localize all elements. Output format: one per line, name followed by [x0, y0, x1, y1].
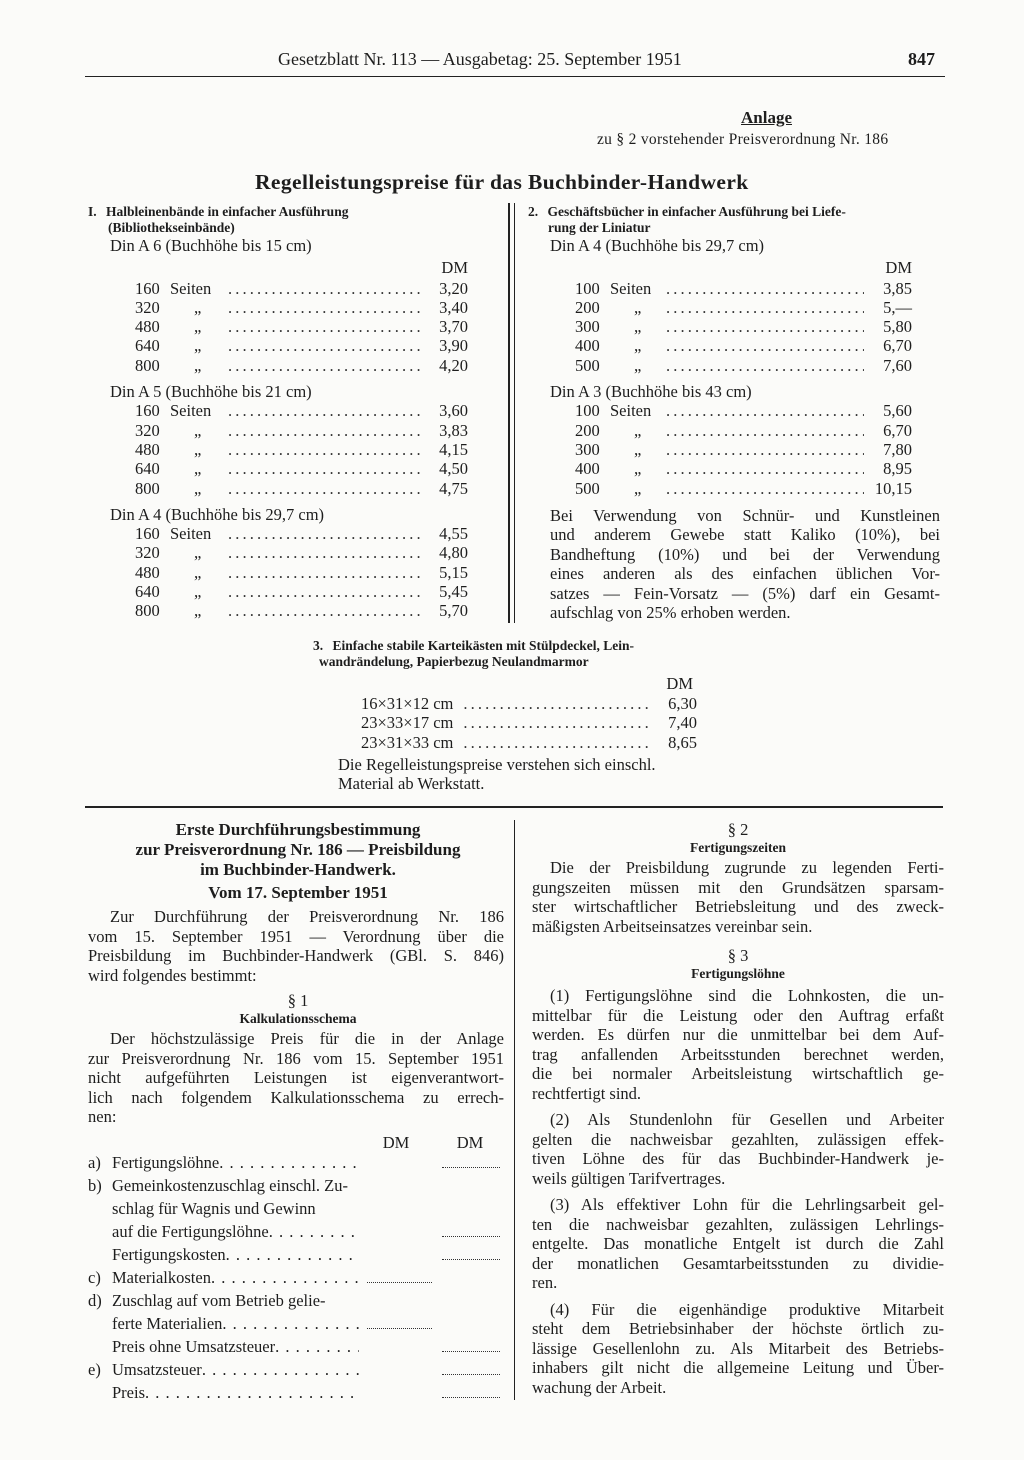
calc-cell-dm1	[367, 1328, 432, 1329]
calc-row	[88, 1268, 500, 1291]
calc-leader	[219, 1153, 359, 1173]
row-price: 3,60	[439, 401, 468, 421]
row-size: 23×31×33 cm	[361, 732, 454, 752]
ordinance-intro-line: wird folgendes bestimmt:	[88, 965, 257, 985]
calc-row	[88, 1176, 500, 1199]
row-leader	[228, 356, 420, 375]
section-1-groups	[110, 236, 472, 621]
calc-leader	[211, 1268, 359, 1288]
section-1-price-row	[135, 440, 468, 459]
row-price: 3,83	[439, 420, 468, 440]
calc-cell-dm2	[442, 1236, 500, 1237]
row-unit: „	[194, 478, 202, 498]
row-price: 7,40	[668, 713, 697, 733]
row-leader	[228, 401, 420, 420]
row-quantity: 800	[135, 478, 160, 498]
row-price: 5,70	[439, 601, 468, 621]
section-2-price-row	[575, 336, 912, 355]
header-rule	[85, 76, 945, 77]
row-unit: „	[634, 297, 642, 317]
row-price: 7,80	[883, 439, 912, 459]
calc-cell-dm2	[442, 1259, 500, 1260]
row-leader	[228, 543, 420, 562]
row-quantity: 500	[575, 355, 600, 375]
row-quantity: 640	[135, 459, 160, 479]
section-2-price-row	[575, 279, 912, 298]
calc-leader	[145, 1383, 359, 1403]
section-2-price-row	[575, 356, 912, 375]
row-price: 4,55	[439, 524, 468, 544]
calc-cell-dm1	[367, 1282, 432, 1283]
ordinance-intro-line: Zur Durchführung der Preisverordnung Nr. 186	[110, 907, 504, 926]
row-leader	[228, 298, 420, 317]
paragraph-3-section-4	[532, 1300, 944, 1398]
section-2-note-line: aufschlag von 25% erhoben werden.	[550, 603, 791, 623]
row-leader	[228, 421, 420, 440]
row-leader	[463, 713, 649, 732]
section-2-price-row	[575, 298, 912, 317]
row-unit: „	[194, 562, 202, 582]
calc-text: Umsatzsteuer	[112, 1359, 202, 1379]
section-2-note-line: Bandheftung (10%) und bei der Verwendung	[550, 544, 940, 564]
section-1-price-row	[135, 543, 468, 562]
row-price: 3,85	[883, 278, 912, 298]
row-quantity: 320	[135, 543, 160, 563]
paragraph-3-title: Fertigungslöhne	[691, 966, 785, 981]
calc-text: Fertigungslöhne	[112, 1152, 220, 1172]
section-2	[528, 204, 948, 623]
section-2-title-line1: Geschäftsbücher in einfacher Ausführung bei Liefe-	[547, 204, 846, 219]
row-price: 4,80	[439, 543, 468, 563]
section-2-note-line: eines anderen als des einfachen üblichen Vor-	[550, 564, 940, 584]
paragraph-3-section-1	[532, 986, 944, 1103]
ordinance-title-line1: Erste Durchführungsbestimmung	[175, 820, 421, 839]
calc-row	[88, 1383, 500, 1406]
section-1-price-row	[135, 524, 468, 543]
row-leader	[228, 279, 420, 298]
row-price: 3,40	[439, 297, 468, 317]
section-1-dm-header: DM	[441, 258, 468, 278]
section-1-price-row	[135, 582, 468, 601]
row-leader	[228, 563, 420, 582]
row-leader	[228, 582, 420, 601]
paragraph-3-4-line: steht dem Betriebsinhaber der höchste örtlich zu-	[532, 1319, 944, 1338]
section-2-number: 2.	[528, 204, 539, 219]
calc-label: e)	[88, 1359, 101, 1379]
paragraph-3-2-line: (2) Als Stundenlohn für Gesellen und Arbeiter	[550, 1110, 944, 1129]
row-price: 3,20	[439, 278, 468, 298]
calc-leader	[222, 1314, 359, 1334]
paragraph-3-1-line: die bei normaler Arbeitsleistung wirtschaftlich ge-	[532, 1064, 944, 1083]
row-leader	[666, 421, 864, 440]
column-divider-top	[508, 203, 510, 623]
row-quantity: 400	[575, 459, 600, 479]
calc-label: a)	[88, 1152, 101, 1172]
paragraph-1-title: Kalkulationsschema	[239, 1011, 357, 1026]
paragraph-3-section-3	[532, 1195, 944, 1293]
row-size: 16×31×12 cm	[361, 694, 454, 713]
row-price: 8,95	[883, 459, 912, 479]
paragraph-2-text	[532, 858, 944, 936]
row-quantity: 800	[135, 601, 160, 621]
row-leader	[666, 317, 864, 336]
section-2-groups	[550, 236, 912, 498]
calc-label: b)	[88, 1175, 102, 1195]
paragraph-3-2-line: gelten die nachweisbar gezahlten, zulässigen effek-	[532, 1129, 944, 1149]
row-unit: „	[194, 439, 202, 459]
row-unit: „	[194, 459, 202, 479]
calc-label: d)	[88, 1290, 102, 1310]
row-leader	[666, 336, 864, 355]
row-leader	[228, 459, 420, 478]
paragraph-3-3-line: der monatlichen Gesamtarbeitsstunden zu dividie-	[532, 1253, 944, 1273]
section-1-price-row	[135, 279, 468, 298]
row-quantity: 800	[135, 355, 160, 375]
row-unit: Seiten	[610, 401, 652, 421]
row-quantity: 480	[135, 439, 160, 459]
section-1-price-row	[135, 356, 468, 375]
row-unit: „	[634, 317, 642, 337]
calc-row	[88, 1360, 500, 1383]
ordinance-date: Vom 17. September 1951	[208, 883, 388, 902]
section-3-note-line1: Die Regelleistungspreise verstehen sich einschl.	[338, 754, 656, 774]
row-price: 5,45	[439, 582, 468, 602]
section-1-price-row	[135, 401, 468, 420]
ordinance-title-line3: im Buchbinder-Handwerk.	[200, 860, 396, 879]
section-3	[313, 638, 733, 794]
calc-row	[88, 1222, 500, 1245]
calc-cell-dm2	[442, 1351, 500, 1352]
calc-text: Gemeinkostenzuschlag einschl. Zu-	[112, 1175, 348, 1195]
calc-dm-header-1: DM	[382, 1132, 410, 1152]
paragraph-3-section-2	[532, 1110, 944, 1188]
calc-cell-dm2	[442, 1397, 500, 1398]
row-leader	[228, 479, 420, 498]
paragraph-3-4-line: (4) Für die eigenhändige produktive Mitarbeit	[550, 1299, 944, 1319]
row-unit: „	[634, 478, 642, 498]
row-unit: Seiten	[610, 278, 652, 298]
row-unit: „	[634, 459, 642, 479]
row-unit: Seiten	[170, 401, 212, 421]
row-quantity: 300	[575, 439, 600, 459]
calc-row	[88, 1245, 500, 1268]
section-1-price-row	[135, 336, 468, 355]
row-unit: „	[194, 543, 202, 563]
row-price: 10,15	[874, 478, 912, 498]
paragraph-1-line: Der höchstzulässige Preis für die in der Anlage	[110, 1029, 504, 1048]
section-1-price-row	[135, 479, 468, 498]
row-unit: Seiten	[170, 524, 212, 544]
row-leader	[228, 317, 420, 336]
page-header	[278, 49, 682, 70]
section-1-price-row	[135, 459, 468, 478]
row-unit: „	[634, 355, 642, 375]
row-price: 5,—	[883, 297, 912, 317]
row-quantity: 200	[575, 420, 600, 440]
paragraph-1-line: zur Preisverordnung Nr. 186 vom 15. September 1951	[88, 1048, 504, 1068]
paragraph-3-4-line: lässige Gesellenlohn zu. Als Mitarbeit des Betriebs-	[532, 1338, 944, 1358]
row-price: 4,20	[439, 355, 468, 375]
row-quantity: 160	[135, 278, 160, 298]
row-price: 6,70	[883, 420, 912, 440]
section-1-number: I.	[88, 204, 97, 219]
row-size: 23×33×17 cm	[361, 713, 454, 733]
section-3-price-row	[361, 733, 697, 752]
header-title: Gesetzblatt Nr. 113 — Ausgabetag: 25. September 1951	[278, 49, 682, 69]
section-1-price-row	[135, 317, 468, 336]
page-number: 847	[908, 49, 935, 69]
row-unit: „	[194, 355, 202, 375]
row-quantity: 200	[575, 297, 600, 317]
row-leader	[666, 298, 864, 317]
ordinance-title	[88, 820, 508, 903]
section-2-note-line: Bei Verwendung von Schnür- und Kunstleinen	[550, 505, 940, 525]
section-2-price-row	[575, 479, 912, 498]
row-unit: „	[194, 317, 202, 337]
paragraph-3-number: § 3	[727, 946, 749, 965]
paragraph-3-4-line: wachung der Arbeit.	[532, 1377, 667, 1397]
row-leader	[228, 524, 420, 543]
calc-row	[88, 1199, 500, 1222]
row-quantity: 320	[135, 420, 160, 440]
section-3-note	[338, 755, 733, 794]
row-leader	[666, 459, 864, 478]
section-3-price-row	[361, 713, 697, 732]
paragraph-3-1-line: trag anfallenden Arbeitsstunden berechnet werden,	[532, 1044, 944, 1064]
section-3-number: 3.	[313, 638, 324, 653]
calc-leader	[202, 1360, 359, 1380]
section-2-title	[528, 204, 948, 236]
row-quantity: 160	[135, 524, 160, 544]
section-3-title-line2: wandrändelung, Papierbezug Neulandmarmor	[319, 654, 589, 669]
row-leader	[666, 356, 864, 375]
calc-cell-dm2	[442, 1374, 500, 1375]
calc-cell-dm2	[442, 1167, 500, 1168]
paragraph-2-line: Die der Preisbildung zugrunde zu legenden Ferti-	[550, 858, 944, 877]
ordinance-left-column	[88, 820, 508, 1406]
row-quantity: 480	[135, 562, 160, 582]
row-price: 3,90	[439, 336, 468, 356]
row-leader	[666, 440, 864, 459]
section-3-rows	[361, 694, 697, 752]
row-leader	[228, 601, 420, 620]
calc-text: Zuschlag auf vom Betrieb gelie-	[112, 1290, 326, 1310]
row-quantity: 640	[135, 582, 160, 602]
row-price: 4,75	[439, 478, 468, 498]
row-price: 8,65	[668, 732, 697, 752]
section-1	[88, 204, 472, 621]
row-quantity: 400	[575, 336, 600, 356]
section-3-title	[313, 638, 733, 670]
section-1-price-row	[135, 601, 468, 620]
row-price: 5,60	[883, 401, 912, 421]
column-divider-top-2	[514, 203, 515, 623]
row-leader	[463, 694, 649, 713]
calc-text: ferte Materialien	[112, 1313, 223, 1333]
row-leader	[228, 440, 420, 459]
row-quantity: 300	[575, 317, 600, 337]
ordinance-right-column	[532, 820, 944, 1397]
row-leader	[666, 479, 864, 498]
row-unit: „	[634, 439, 642, 459]
calc-rows	[88, 1153, 500, 1406]
section-1-price-row	[135, 563, 468, 582]
section-3-price-row	[361, 694, 697, 713]
row-price: 4,50	[439, 459, 468, 479]
paragraph-3-2-line: weils gültigen Tarifvertrages.	[532, 1168, 726, 1188]
row-unit: „	[194, 336, 202, 356]
section-1-group-heading: Din A 5 (Buchhöhe bis 21 cm)	[110, 382, 312, 402]
row-price: 6,70	[883, 336, 912, 356]
section-1-title-line1: Halbleinenbände in einfacher Ausführung	[106, 204, 349, 219]
section-2-price-row	[575, 440, 912, 459]
section-3-title-line1: Einfache stabile Karteikästen mit Stülpdeckel, Lein-	[332, 638, 634, 653]
section-2-dm-header: DM	[885, 258, 912, 278]
calc-row	[88, 1291, 500, 1314]
row-quantity: 100	[575, 278, 600, 298]
row-price: 3,70	[439, 317, 468, 337]
paragraph-2-title: Fertigungszeiten	[690, 840, 786, 855]
column-divider-bottom	[514, 820, 515, 1400]
row-quantity: 160	[135, 401, 160, 421]
calc-leader	[226, 1245, 359, 1265]
paragraph-2-number: § 2	[727, 820, 749, 839]
calc-header	[88, 1127, 500, 1153]
calc-text: Preis ohne Umsatzsteuer	[112, 1336, 276, 1356]
ordinance-intro-line: Preisbildung im Buchbinder-Handwerk (GBl. S. 846)	[88, 946, 504, 965]
paragraph-1-line: nicht aufgeführten Leistungen ist eigenverantwort-	[88, 1068, 504, 1087]
paragraph-1-line: nen:	[88, 1107, 117, 1126]
section-2-price-row	[575, 401, 912, 420]
paragraph-3-1-line: werden. Es dürfen nur die unmittelbar bei dem Auf-	[532, 1025, 944, 1044]
row-quantity: 100	[575, 401, 600, 421]
row-unit: „	[194, 297, 202, 317]
section-1-price-row	[135, 298, 468, 317]
row-unit: „	[194, 420, 202, 440]
paragraph-3-3-line: ren.	[532, 1273, 558, 1292]
calc-text: auf die Fertigungslöhne	[112, 1221, 269, 1241]
section-3-note-line2: Material ab Werkstatt.	[338, 774, 485, 794]
section-2-title-line2: rung der Liniatur	[548, 220, 651, 235]
calc-row	[88, 1337, 500, 1360]
paragraph-1-number: § 1	[287, 991, 309, 1010]
section-3-dm-header: DM	[666, 674, 693, 693]
calc-leader	[269, 1222, 359, 1242]
section-1-group-heading: Din A 4 (Buchhöhe bis 29,7 cm)	[110, 504, 325, 524]
calc-row	[88, 1314, 500, 1337]
row-unit: „	[194, 582, 202, 602]
row-quantity: 640	[135, 336, 160, 356]
paragraph-3-4-line: inhabers gilt nicht die allgemeine Leitung und Über-	[532, 1358, 944, 1377]
ordinance-intro	[88, 907, 504, 985]
calculation-scheme	[88, 1127, 500, 1406]
paragraph-3-1-line: rechtfertigt sind.	[532, 1083, 642, 1103]
paragraph-1-text	[88, 1029, 504, 1127]
calc-label: c)	[88, 1267, 101, 1287]
row-leader	[228, 336, 420, 355]
calc-row	[88, 1153, 500, 1176]
row-price: 5,15	[439, 562, 468, 582]
section-2-note-line: und anderem Gewebe statt Kaliko (10%), bei	[550, 525, 940, 545]
section-1-price-row	[135, 421, 468, 440]
row-quantity: 320	[135, 297, 160, 317]
row-unit: „	[634, 420, 642, 440]
paragraph-3-3-line: ten die nachweisbar gezahlten, zulässigen Lehrlings-	[532, 1214, 944, 1234]
anlage-label: Anlage	[741, 108, 792, 127]
paragraph-3-2-line: tiven Löhne des für das Buchbinder-Handwerk je-	[532, 1149, 944, 1168]
paragraph-3-1-line: (1) Fertigungslöhne sind die Lohnkosten, die un-	[550, 986, 944, 1005]
section-1-title	[88, 204, 472, 236]
row-unit: Seiten	[170, 278, 212, 298]
section-2-group-heading: Din A 4 (Buchhöhe bis 29,7 cm)	[550, 236, 765, 255]
paragraph-2-line: ster wirtschaftlicher Betriebsleitung und des zweck-	[532, 897, 944, 916]
row-unit: „	[634, 336, 642, 356]
ordinance-intro-line: vom 15. September 1951 — Verordnung über die	[88, 926, 504, 946]
row-price: 5,80	[883, 317, 912, 337]
row-quantity: 500	[575, 478, 600, 498]
section-1-group-heading: Din A 6 (Buchhöhe bis 15 cm)	[110, 236, 312, 255]
row-price: 6,30	[668, 694, 697, 713]
calc-text: Preis	[112, 1382, 145, 1402]
section-1-title-line2: (Bibliothekseinbände)	[108, 220, 235, 235]
section-2-note-line: satzes — Fein-Vorsatz — (5%) darf ein Gesamt-	[550, 583, 940, 603]
section-separator	[85, 806, 943, 808]
calc-leader	[275, 1337, 359, 1357]
section-2-price-row	[575, 421, 912, 440]
anlage-reference: zu § 2 vorstehender Preisverordnung Nr. 186	[597, 131, 889, 148]
row-quantity: 480	[135, 317, 160, 337]
section-2-price-row	[575, 317, 912, 336]
ordinance-title-line2: zur Preisverordnung Nr. 186 — Preisbildung	[135, 840, 461, 859]
paragraph-2-line: mäßigsten Arbeitseinsatzes vereinbar sein.	[532, 916, 813, 936]
calc-text: Materialkosten	[112, 1267, 211, 1287]
row-price: 4,15	[439, 439, 468, 459]
row-leader	[666, 401, 864, 420]
row-price: 7,60	[883, 355, 912, 375]
row-leader	[463, 733, 649, 752]
calc-text: Fertigungskosten	[112, 1244, 226, 1264]
section-2-note	[550, 506, 940, 623]
row-leader	[666, 279, 864, 298]
paragraph-1-line: lich nach folgendem Kalkulationsschema zu errech-	[88, 1087, 504, 1107]
section-2-group-heading: Din A 3 (Buchhöhe bis 43 cm)	[550, 382, 752, 402]
paragraph-3-1-line: mittelbar für die Leistung oder den Auftrag erfaßt	[532, 1005, 944, 1025]
calc-dm-header-2: DM	[456, 1132, 484, 1152]
paragraph-3-3-line: (3) Als effektiver Lohn für die Lehrlingsarbeit gel-	[550, 1195, 944, 1214]
paragraph-3-3-line: entgelte. Das monatliche Entgelt ist durch die Zahl	[532, 1234, 944, 1253]
section-2-price-row	[575, 459, 912, 478]
row-unit: „	[194, 601, 202, 621]
calc-text: schlag für Wagnis und Gewinn	[112, 1198, 316, 1218]
main-title: Regelleistungspreise für das Buchbinder-Handwerk	[255, 170, 749, 194]
paragraph-2-line: gungszeiten müssen mit den Grundsätzen sparsam-	[532, 877, 944, 897]
